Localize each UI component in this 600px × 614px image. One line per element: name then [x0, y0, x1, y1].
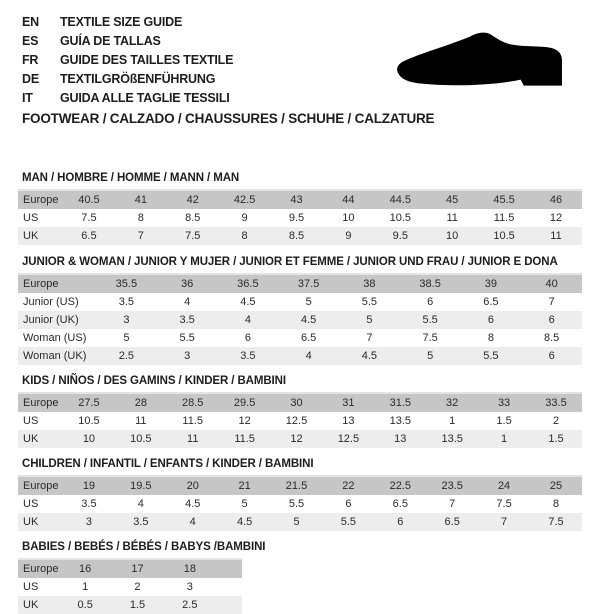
size-cell: 3	[157, 347, 218, 365]
size-cell: 21.5	[271, 476, 323, 495]
size-cell: 10	[63, 430, 115, 448]
table-row	[18, 293, 582, 311]
size-cell: 5	[305, 296, 312, 308]
size-cell: 42.5	[219, 190, 271, 209]
size-cell: 6	[461, 311, 522, 329]
section-title: JUNIOR & WOMAN / JUNIOR Y MUJER / JUNIOR ET FEMME / JUNIOR UND FRAU / JUNIOR E DONA	[22, 256, 558, 268]
size-cell: 5.5	[361, 296, 378, 308]
size-cell: 44	[322, 190, 374, 209]
table-row	[18, 209, 582, 227]
size-cell: 4	[137, 498, 144, 510]
size-cell: 3.5	[115, 513, 167, 531]
table-row	[18, 430, 582, 448]
size-cell: 31.5	[374, 393, 426, 412]
size-cell: 25	[530, 476, 582, 495]
size-cell: 36	[157, 274, 218, 293]
row-label: UK	[18, 596, 59, 614]
size-cell: 1	[82, 581, 89, 593]
size-cell: 28	[115, 393, 167, 412]
size-cell: 33.5	[530, 393, 582, 412]
size-cell: 4.5	[278, 311, 339, 329]
size-cell: 12	[271, 430, 323, 448]
size-cell: 4.5	[240, 296, 256, 308]
row-label: Junior (US)	[23, 296, 79, 308]
row-label: UK	[18, 227, 63, 245]
size-cell: 36.5	[218, 274, 279, 293]
table-row	[18, 329, 582, 347]
size-cell: 29.5	[219, 393, 271, 412]
size-cell: 11	[446, 212, 458, 224]
size-cell: 12	[549, 212, 563, 224]
row-label: Woman (UK)	[18, 347, 96, 365]
section-children	[18, 457, 582, 531]
size-cell: 8	[487, 332, 494, 344]
size-cell: 1.5	[496, 415, 512, 427]
size-cell: 0.5	[59, 596, 111, 614]
category-line: FOOTWEAR / CALZADO / CHAUSSURES / SCHUHE / CALZATURE	[22, 111, 435, 126]
size-cell: 4	[218, 311, 279, 329]
size-table	[18, 392, 582, 448]
size-cell: 33	[478, 393, 530, 412]
size-cell: 1.5	[111, 596, 163, 614]
size-cell: 42	[167, 190, 219, 209]
size-cell: 10	[342, 212, 355, 224]
size-cell: 11.5	[493, 212, 515, 224]
size-cell: 9.5	[374, 227, 426, 245]
size-cell: 13	[374, 430, 426, 448]
size-cell: 8.5	[271, 227, 323, 245]
section-man	[18, 171, 582, 245]
size-cell: 6.5	[63, 227, 115, 245]
language-row	[22, 51, 233, 70]
size-cell: 4.5	[339, 347, 400, 365]
size-cell: 8	[137, 212, 144, 224]
size-table	[18, 273, 582, 365]
size-cell: 3	[63, 513, 115, 531]
size-cell: 10.5	[389, 212, 411, 224]
section-babies	[18, 540, 582, 614]
size-cell: 41	[115, 190, 167, 209]
size-cell: 12	[238, 415, 251, 427]
language-label: TEXTILE SIZE GUIDE	[60, 15, 183, 29]
size-cell: 8.5	[543, 332, 560, 344]
table-row	[18, 559, 242, 578]
language-label: GUÍA DE TALLAS	[60, 34, 161, 48]
size-cell: 35.5	[96, 274, 157, 293]
row-label: UK	[18, 513, 63, 531]
size-cell: 2	[134, 581, 141, 593]
size-cell: 9.5	[288, 212, 305, 224]
row-label: Europe	[18, 393, 63, 412]
size-cell: 7	[366, 332, 373, 344]
row-label: Woman (US)	[23, 332, 87, 344]
size-cell: 13.5	[426, 430, 478, 448]
table-row	[18, 274, 582, 293]
size-cell: 6	[521, 347, 582, 365]
size-cell: 6	[521, 311, 582, 329]
size-cell: 7	[548, 296, 555, 308]
size-cell: 7.5	[496, 498, 512, 510]
size-cell: 5.5	[322, 513, 374, 531]
size-cell: 38.5	[400, 274, 461, 293]
row-label: Europe	[18, 190, 63, 209]
row-label: Europe	[18, 274, 96, 293]
size-cell: 40	[521, 274, 582, 293]
size-cell: 44.5	[374, 190, 426, 209]
row-label: Europe	[18, 559, 59, 578]
size-cell: 2.5	[96, 347, 157, 365]
size-tables	[18, 162, 582, 614]
size-cell: 4.5	[219, 513, 271, 531]
size-cell: 6	[427, 296, 434, 308]
table-row	[18, 190, 582, 209]
size-cell: 6.5	[426, 513, 478, 531]
row-label: Europe	[18, 476, 63, 495]
spacer-cell	[216, 578, 242, 596]
size-cell: 5.5	[288, 498, 305, 510]
size-cell: 17	[111, 559, 163, 578]
section-title: MAN / HOMBRE / HOMME / MANN / MAN	[22, 172, 240, 184]
row-label: Junior (UK)	[18, 311, 96, 329]
size-cell: 5	[339, 311, 400, 329]
size-cell: 38	[339, 274, 400, 293]
table-row	[18, 311, 582, 329]
size-cell: 7.5	[167, 227, 219, 245]
language-label: GUIDE DES TAILLES TEXTILE	[60, 53, 234, 67]
language-code: EN	[22, 15, 39, 29]
size-cell: 22	[322, 476, 374, 495]
size-cell: 5	[271, 513, 323, 531]
size-cell: 1	[478, 430, 530, 448]
row-label: US	[23, 415, 39, 427]
size-cell: 3.5	[218, 347, 279, 365]
size-cell: 5.5	[179, 332, 195, 344]
size-cell: 5	[241, 498, 248, 510]
row-label: US	[23, 498, 39, 510]
size-cell: 32	[426, 393, 478, 412]
size-cell: 6.5	[483, 296, 499, 308]
size-table	[18, 558, 242, 614]
language-row	[22, 13, 233, 32]
size-cell: 23.5	[426, 476, 478, 495]
size-cell: 10	[426, 227, 478, 245]
size-cell: 6	[345, 498, 352, 510]
size-cell: 27.5	[63, 393, 115, 412]
size-cell: 5.5	[461, 347, 522, 365]
row-label: US	[23, 581, 39, 593]
size-cell: 2.5	[164, 596, 216, 614]
size-cell: 4	[278, 347, 339, 365]
size-cell: 3.5	[81, 498, 97, 510]
table-row	[18, 495, 582, 513]
language-label: GUIDA ALLE TAGLIE TESSILI	[60, 91, 230, 105]
size-cell: 12.5	[285, 415, 308, 427]
section-title: KIDS / NIÑOS / DES GAMINS / KINDER / BAMBINI	[22, 375, 286, 387]
size-cell: 37.5	[278, 274, 339, 293]
row-label: US	[23, 212, 39, 224]
size-cell: 8	[219, 227, 271, 245]
size-cell: 20	[167, 476, 219, 495]
size-cell: 13.5	[389, 415, 411, 427]
table-row	[18, 578, 242, 596]
size-cell: 45.5	[478, 190, 530, 209]
size-cell: 30	[271, 393, 323, 412]
table-row	[18, 227, 582, 245]
size-cell: 39	[461, 274, 522, 293]
table-row	[18, 513, 582, 531]
spacer-cell	[216, 559, 242, 578]
size-cell: 7.5	[422, 332, 438, 344]
language-row	[22, 32, 233, 51]
size-cell: 10.5	[78, 415, 100, 427]
size-cell: 22.5	[374, 476, 426, 495]
language-code: IT	[22, 91, 33, 105]
size-cell: 7	[115, 227, 167, 245]
size-cell: 45	[426, 190, 478, 209]
language-code: FR	[22, 53, 39, 67]
size-cell: 6	[244, 332, 251, 344]
section-title: CHILDREN / INFANTIL / ENFANTS / KINDER / BAMBINI	[22, 458, 314, 470]
size-cell: 8	[552, 498, 560, 510]
size-cell: 11	[135, 415, 147, 427]
size-cell: 18	[164, 559, 216, 578]
section-title: BABIES / BEBÉS / BÉBÉS / BABYS /BAMBINI	[22, 541, 266, 553]
size-cell: 11	[167, 430, 219, 448]
size-table	[18, 475, 582, 531]
size-cell: 7.5	[530, 513, 582, 531]
shoe-icon	[394, 29, 570, 92]
language-code: ES	[22, 34, 39, 48]
size-cell: 28.5	[167, 393, 219, 412]
table-row	[18, 412, 582, 430]
size-cell: 6.5	[392, 498, 408, 510]
language-code: DE	[22, 72, 39, 86]
size-cell: 7	[478, 513, 530, 531]
size-table	[18, 189, 582, 245]
size-cell: 2	[552, 415, 560, 427]
size-cell: 1	[449, 415, 456, 427]
table-row	[18, 476, 582, 495]
size-cell: 24	[478, 476, 530, 495]
size-cell: 4.5	[185, 498, 201, 510]
size-cell: 19	[63, 476, 115, 495]
section-kids	[18, 374, 582, 448]
language-list	[22, 13, 233, 108]
spacer-cell	[216, 596, 242, 614]
size-cell: 11	[530, 227, 582, 245]
size-cell: 21	[219, 476, 271, 495]
size-cell: 3.5	[157, 311, 218, 329]
size-cell: 10.5	[115, 430, 167, 448]
size-cell: 7.5	[81, 212, 97, 224]
row-label: UK	[18, 430, 63, 448]
size-cell: 40.5	[63, 190, 115, 209]
size-cell: 4	[184, 296, 191, 308]
size-cell: 19.5	[115, 476, 167, 495]
size-cell: 3	[186, 581, 193, 593]
size-cell: 1.5	[530, 430, 582, 448]
size-cell: 43	[271, 190, 323, 209]
size-cell: 6.5	[300, 332, 317, 344]
language-row	[22, 89, 233, 108]
size-cell: 9	[322, 227, 374, 245]
language-label: TEXTILGRÖßENFÜHRUNG	[60, 72, 216, 86]
section-junior-woman	[18, 255, 582, 365]
size-cell: 5.5	[400, 311, 461, 329]
size-cell: 4	[167, 513, 219, 531]
size-cell: 5	[123, 332, 130, 344]
size-cell: 11.5	[182, 415, 204, 427]
size-cell: 9	[241, 212, 248, 224]
language-row	[22, 70, 233, 89]
size-cell: 8.5	[185, 212, 201, 224]
size-cell: 11.5	[219, 430, 271, 448]
size-cell: 3.5	[118, 296, 135, 308]
size-cell: 6	[374, 513, 426, 531]
table-row	[18, 596, 242, 614]
size-cell: 13	[342, 415, 355, 427]
size-cell: 12.5	[322, 430, 374, 448]
size-cell: 16	[59, 559, 111, 578]
size-cell: 10.5	[478, 227, 530, 245]
size-cell: 7	[449, 498, 456, 510]
size-cell: 46	[530, 190, 582, 209]
size-cell: 31	[322, 393, 374, 412]
size-cell: 3	[96, 311, 157, 329]
table-row	[18, 393, 582, 412]
size-cell: 5	[400, 347, 461, 365]
table-row	[18, 347, 582, 365]
